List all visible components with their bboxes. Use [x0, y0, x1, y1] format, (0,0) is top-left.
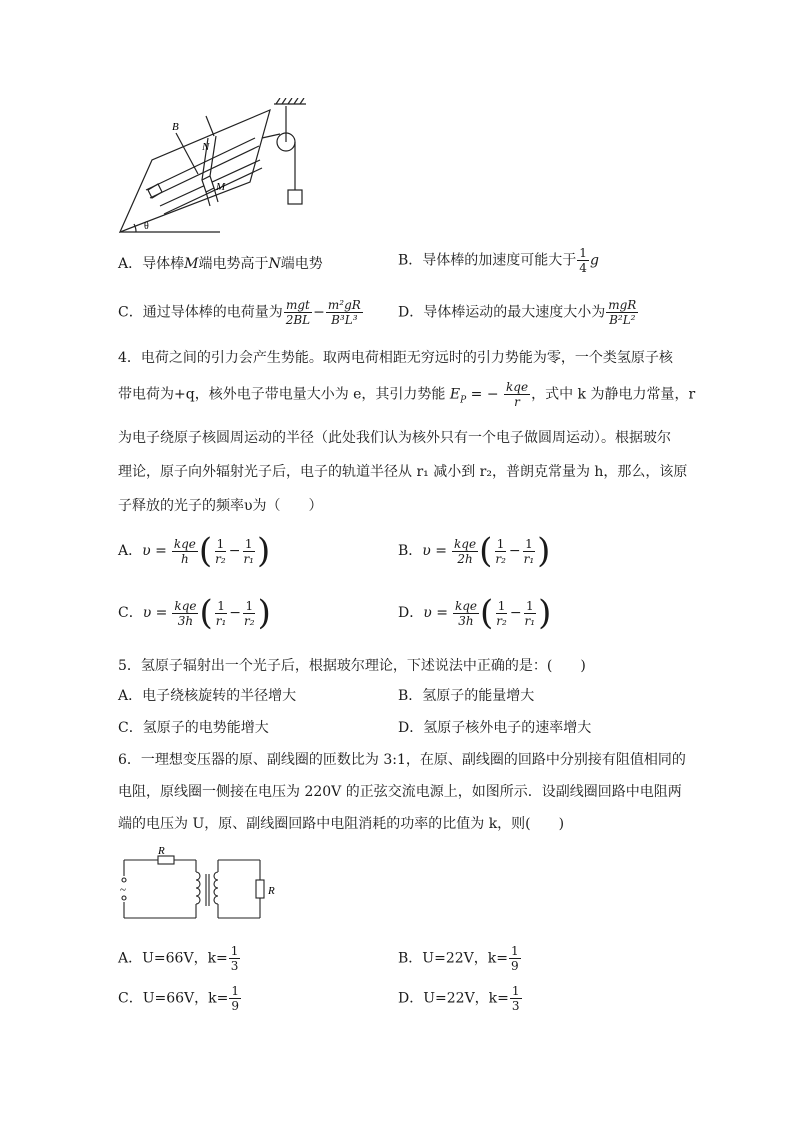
q4-option-b: B． υ = $\frac{\text{kqe}}{2h}$ ( $\frac{1}{\text{r₂}}$ − $\frac{1}{\text{r₁}}$ )	[398, 531, 551, 571]
transformer-circuit-diagram	[118, 846, 288, 926]
q6-line-2: 电阻，原线圈一侧接在电压为 220V 的正弦交流电源上，如图所示．设副线圈回路中电阻两	[118, 784, 682, 800]
q6-line-1: 6．一理想变压器的原、副线圈的匝数比为 3:1，在原、副线圈的回路中分别接有阻值相同的	[118, 752, 686, 768]
q5-option-c: C．氢原子的电势能增大	[118, 720, 269, 736]
ac-source-symbol: ~	[120, 884, 126, 896]
q4-line-5: 子释放的光子的频率υ为（ ）	[118, 498, 323, 514]
q6-option-c: C．U=66V，k= $\frac{1}{9}$	[118, 984, 240, 1013]
q6-line-3: 端的电压为 U，原、副线圈回路中电阻消耗的功率的比值为 k，则( )	[118, 816, 565, 832]
q6-option-d: D．U=22V，k= $\frac{1}{3}$	[398, 984, 520, 1013]
q4-line-4: 理论，原子向外辐射光子后，电子的轨道半径从 r₁ 减小到 r₂，普朗克常量为 h，那么，该原	[118, 464, 688, 480]
label-m: M	[216, 181, 226, 193]
q5-option-b: B．氢原子的能量增大	[398, 688, 535, 704]
q5-option-a: A．电子绕核旋转的半径增大	[118, 688, 297, 704]
q5-stem: 5．氢原子辐射出一个光子后，根据玻尔理论，下述说法中正确的是：( )	[118, 658, 586, 674]
q4-line-2: 带电荷为+q，核外电子带电量大小为 e，其引力势能 $E_P$ = − $\frac{\text{kqe}}{r}$ ，式中 k 为静电力常量，r	[118, 380, 696, 409]
q3-option-d: D．导体棒运动的最大速度大小为 $\frac{\text{mgR}}{\text{B²L²}}$	[398, 298, 637, 327]
q4-line-3: 为电子绕原子核圆周运动的半径（此处我们认为核外只有一个电子做圆周运动）。根据玻尔	[118, 430, 671, 446]
q6-option-b: B．U=22V，k= $\frac{1}{9}$	[398, 944, 519, 973]
q4-line-1: 4．电荷之间的引力会产生势能。取两电荷相距无穷远时的引力势能为零，一个类氢原子核	[118, 350, 673, 366]
q4-option-d: D． υ = $\frac{\text{kqe}}{3h}$ ( $\frac{1}{\text{r₂}}$ − $\frac{1}{\text{r₁}}$ )	[398, 593, 552, 633]
label-theta: θ	[144, 221, 149, 232]
q3-option-c: C．通过导体棒的电荷量为 $\frac{\text{mgt}}{2BL}$ − $\frac{\text{m²gR}}{\text{B³L³}}$	[118, 298, 361, 327]
q3-option-a: A．导体棒M端电势高于N端电势	[118, 256, 323, 272]
q4-option-c: C． υ = $\frac{\text{kqe}}{3h}$ ( $\frac{1}{\text{r₁}}$ − $\frac{1}{\text{r₂}}$ )	[118, 593, 271, 633]
q4-option-a: A． υ = $\frac{\text{kqe}}{h}$ ( $\frac{1}{\text{r₂}}$ − $\frac{1}{\text{r₁}}$ )	[118, 531, 271, 571]
q3-option-b: B．导体棒的加速度可能大于 $\frac{1}{4}$ g	[398, 246, 599, 275]
resistor-r2-label: R	[268, 885, 275, 897]
label-n: N	[202, 141, 210, 153]
resistor-r1-label: R	[158, 846, 165, 857]
incline-diagram	[110, 98, 320, 238]
q6-option-a: A．U=66V，k= $\frac{1}{3}$	[118, 944, 239, 973]
label-b: B	[172, 121, 179, 133]
q5-option-d: D．氢原子核外电子的速率增大	[398, 720, 592, 736]
